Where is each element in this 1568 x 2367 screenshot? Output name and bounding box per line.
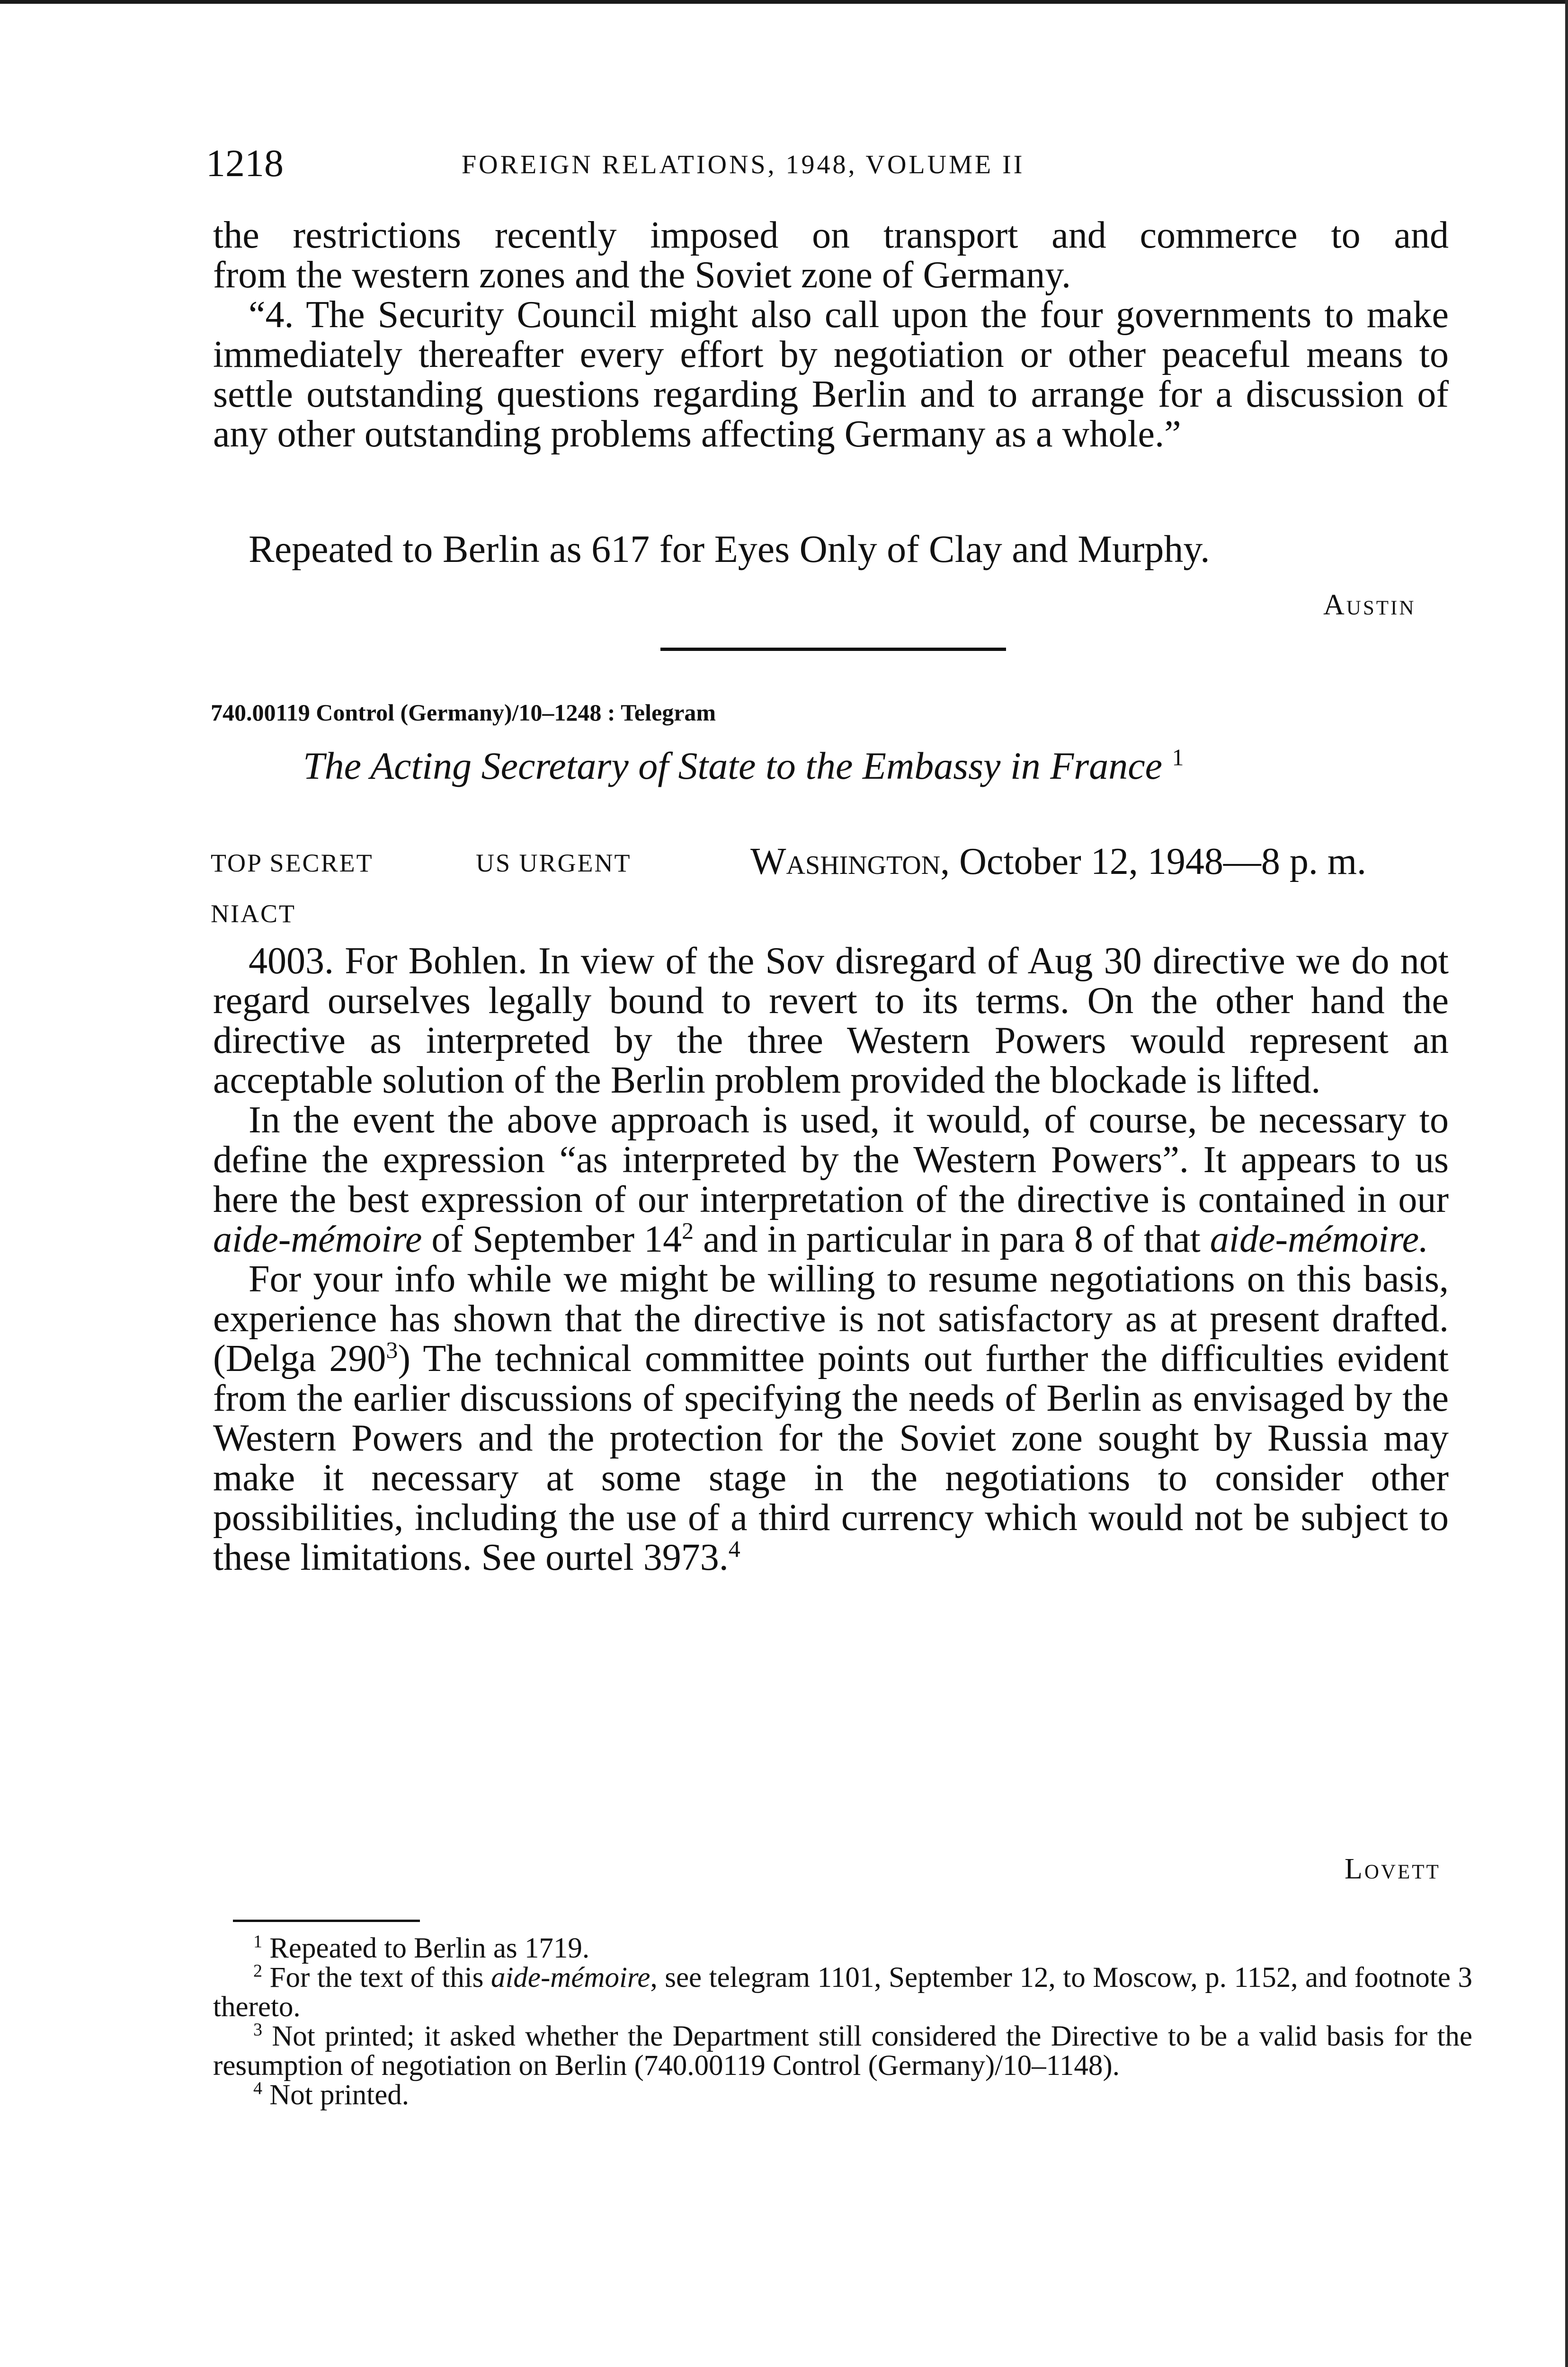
- continuation-line-2: from the western zones and the Soviet zone of Germany.: [213, 254, 1071, 296]
- footnote-ref-3: 3: [386, 1336, 398, 1363]
- footnote-2-mark: 2: [253, 1961, 262, 1981]
- footnote-1: [213, 1931, 1472, 1964]
- section-divider: [660, 648, 1006, 651]
- body-paragraph-3: [213, 1259, 1449, 1577]
- footnote-4-mark: 4: [253, 2078, 262, 2099]
- para2-italic-1: aide-mémoire: [213, 1219, 422, 1260]
- footnote-3-text: Not printed; it asked whether the Department still considered the Directive to be a valid basis for the resumption of negotiation on Berlin (740.00119 Control (Germany)/10–1148).: [213, 2020, 1472, 2082]
- para3-text-2: ) The technical committee points out further the difficulties evident from the earlier discussions of specifying the needs of Berlin as envisaged by the Western Powers and the protection for the Soviet zone sought by Russia may make it necessary at some stage in the negotiations to consider other possibilities, including the use of a third currency which would not be subject to these limitations. See ourtel 3973.: [213, 1338, 1449, 1578]
- signature-austin: Austin: [1323, 589, 1416, 621]
- footnote-ref-4: 4: [728, 1535, 740, 1562]
- footnote-ref-2: 2: [682, 1217, 694, 1244]
- footnote-4-text: Not printed.: [269, 2079, 410, 2111]
- para3-text-1: For your info while we might be willing to resume negotiations on this basis, experience has shown that the directive is not satisfactory as at present drafted. (Delga 290: [213, 1258, 1449, 1379]
- footnote-1-mark: 1: [253, 1931, 262, 1952]
- scan-edge-right: [1565, 0, 1568, 2367]
- previous-document-text: [213, 215, 1449, 454]
- document-title-text: The Acting Secretary of State to the Embassy in France: [303, 744, 1163, 787]
- telegram-body: [213, 941, 1449, 1577]
- footnote-1-text: Repeated to Berlin as 1719.: [269, 1932, 590, 1964]
- footnote-divider: [233, 1920, 420, 1922]
- para2-italic-2: aide-mémoire.: [1210, 1219, 1429, 1260]
- para2-text-1: In the event the above approach is used, it would, of course, be necessary to define the expression “as interpreted by the Western Powers”. It appears to us here the best expression of our interpretation of the directive is contained in our: [213, 1099, 1449, 1220]
- running-head: [206, 140, 1456, 187]
- footnote-3-mark: 3: [253, 2020, 262, 2040]
- paragraph-4: “4. The Security Council might also call upon the four governments to make immediately thereafter every effort by negotiation or other peaceful means to settle outstanding questions regarding Berlin and to arrange for a discussion of any other outstanding problems affecting Germany as a whole.”: [213, 294, 1449, 455]
- footnote-2-italic: aide-mémoire: [490, 1962, 650, 1993]
- footnote-3: [213, 2022, 1472, 2081]
- repeated-line: Repeated to Berlin as 617 for Eyes Only of Clay and Murphy.: [249, 527, 1210, 570]
- precedence-tag: US URGENT: [476, 849, 632, 877]
- footnote-2-text-2: , see telegram 1101, September 12, to Moscow, p. 1152, and footnote 3 thereto.: [213, 1962, 1472, 2023]
- classification-tag: TOP SECRET: [211, 849, 374, 877]
- body-paragraph-2: [213, 1100, 1449, 1259]
- body-paragraph-1: 4003. For Bohlen. In view of the Sov disregard of Aug 30 directive we do not regard ourselves legally bound to revert to its terms. On the other hand the directive as interpreted by the three Western Powers would represent an acceptable solution of the Berlin problem provided the blockade is lifted.: [213, 940, 1449, 1101]
- page-number: 1218: [206, 142, 284, 185]
- footnote-4: [213, 2078, 1472, 2111]
- running-title: FOREIGN RELATIONS, 1948, VOLUME II: [462, 150, 1025, 179]
- repeated-note: [213, 529, 1449, 569]
- footnote-2: [213, 1963, 1472, 2022]
- file-reference: 740.00119 Control (Germany)/10–1248 : Telegram: [211, 699, 716, 726]
- dateline: [750, 838, 1366, 885]
- para2-text-2: of September 14: [422, 1219, 682, 1260]
- scan-edge-top: [0, 0, 1568, 4]
- continuation-line-1: the restrictions recently imposed on transport and commerce to and: [213, 214, 1449, 256]
- dateline-place: Washington: [750, 841, 941, 882]
- footnotes: [213, 1931, 1472, 2111]
- dateline-date: , October 12, 1948—8 p. m.: [940, 841, 1367, 882]
- document-title: [303, 742, 1184, 790]
- footnote-ref-1: 1: [1172, 744, 1184, 771]
- para2-text-3: and in particular in para 8 of that: [694, 1219, 1210, 1260]
- footnote-2-text-1: For the text of this: [269, 1962, 491, 1993]
- classification-row: [211, 838, 1461, 885]
- niact-tag: NIACT: [211, 899, 296, 928]
- signature-lovett: Lovett: [1345, 1853, 1441, 1885]
